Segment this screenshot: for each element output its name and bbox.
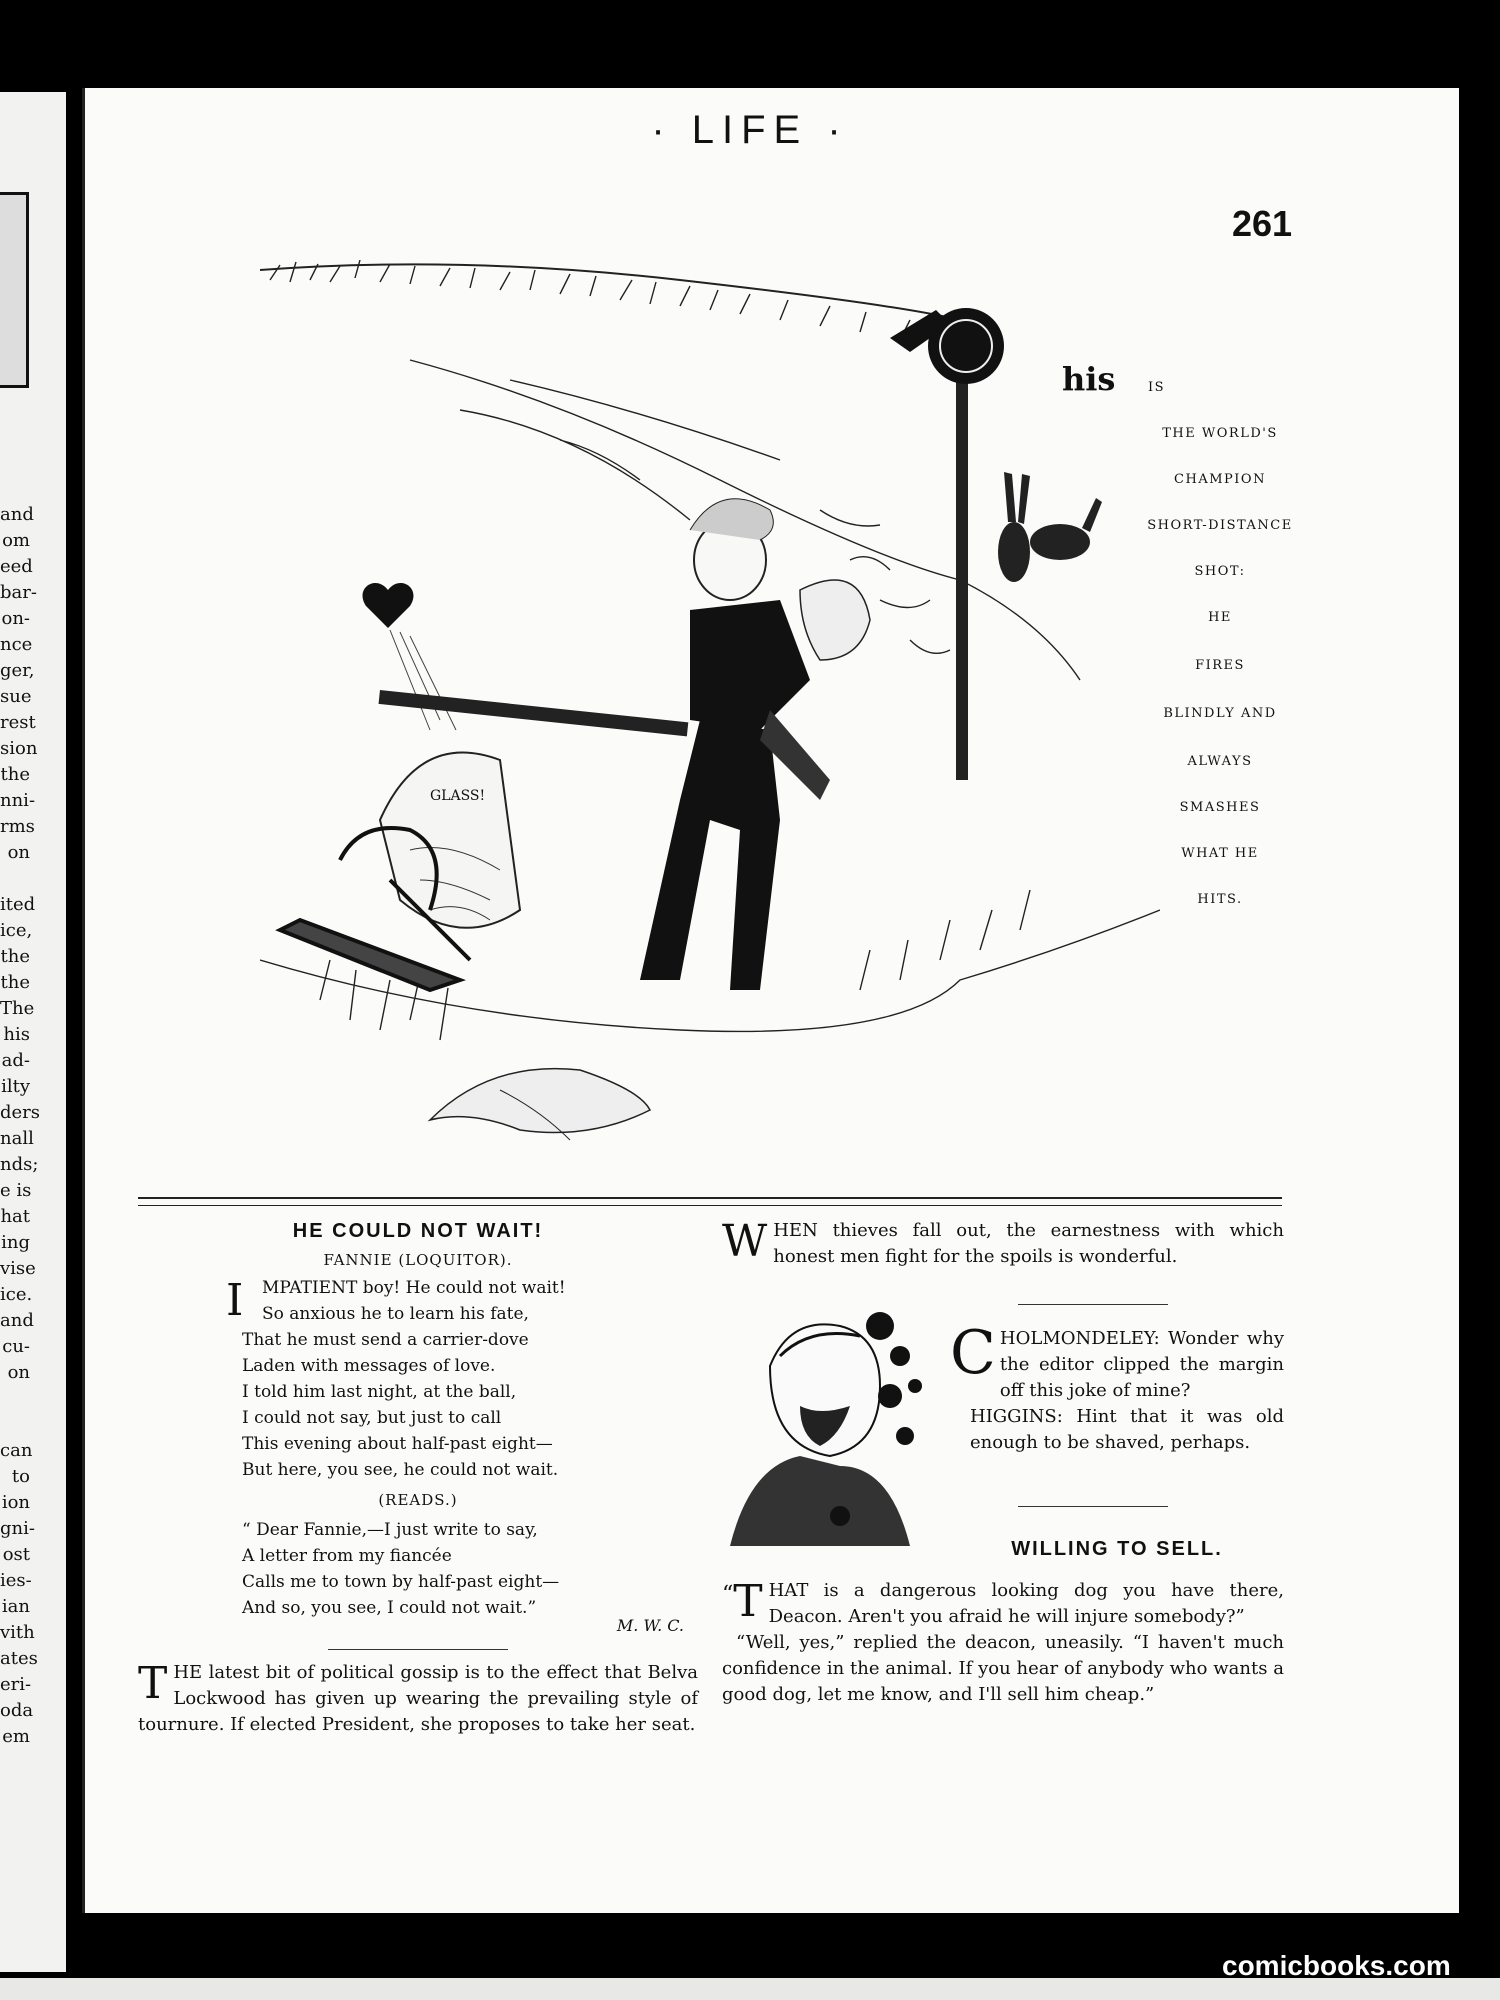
left-fragment-line: can	[0, 1440, 33, 1461]
caption-line: THE WORLD'S	[1162, 426, 1278, 441]
caption-line: BLINDLY AND	[1163, 706, 1277, 721]
left-fragment-line: the	[0, 946, 30, 967]
gossip-dropcap: T	[138, 1658, 168, 1709]
left-fragment-line: and	[0, 1310, 34, 1331]
left-fragment-line: eri-	[0, 1674, 32, 1695]
willing-text-1: HAT is a dangerous looking dog you have there, Deacon. Aren't you afraid he will injure somebody?”	[768, 1580, 1284, 1627]
poem-line: MPATIENT boy! He could not wait!	[262, 1278, 566, 1298]
short-rule	[1018, 1506, 1168, 1507]
left-fragment-line: ited	[0, 894, 36, 915]
left-fragment-line: nds;	[0, 1154, 39, 1175]
left-fragment-line: vise	[0, 1258, 36, 1279]
cholmondeley-dropcap: C	[950, 1318, 996, 1388]
poem-letter-line: And so, you see, I could not wait.”	[242, 1598, 537, 1618]
poem-line: So anxious he to learn his fate,	[262, 1304, 529, 1324]
higgins-reply: HIGGINS: Hint that it was old enough to be shaved, perhaps.	[970, 1406, 1284, 1453]
left-fragment-line: ates	[0, 1648, 38, 1669]
caption-line: SHOT:	[1194, 564, 1246, 579]
willing-paragraph-1	[722, 1578, 1284, 1630]
poem-line: I told him last night, at the ball,	[242, 1382, 517, 1402]
poem-letter-line: “ Dear Fannie,—I just write to say,	[242, 1520, 538, 1540]
left-page-illustration	[0, 192, 29, 388]
left-fragment-line: vith	[0, 1622, 35, 1643]
caption-line: SMASHES	[1179, 800, 1261, 815]
left-fragment-line: nce	[0, 634, 33, 655]
cholmondeley-joke	[950, 1318, 1284, 1456]
willing-title	[950, 1536, 1284, 1561]
left-fragment-line: his	[3, 1024, 30, 1045]
left-fragment-line: ice,	[0, 920, 33, 941]
left-fragment-line: ost	[2, 1544, 30, 1565]
left-fragment-line: hat	[0, 1206, 30, 1227]
left-page-fragment	[0, 92, 66, 1972]
caption-line: HE	[1208, 610, 1232, 625]
left-fragment-line: ian	[1, 1596, 30, 1617]
poem-line: This evening about half-past eight—	[242, 1434, 553, 1454]
left-column	[138, 1218, 698, 1738]
left-fragment-line: on	[7, 1362, 30, 1383]
open-quote: “	[722, 1582, 734, 1607]
barrel-label: GLASS!	[430, 788, 486, 804]
cholmondeley-text: HOLMONDELEY: Wonder why the editor clipped the margin off this joke of mine?	[999, 1328, 1284, 1401]
left-fragment-line: ice.	[0, 1284, 33, 1305]
caption-line: HITS.	[1197, 892, 1243, 907]
left-fragment-line: the	[0, 972, 30, 993]
left-fragment-line: nall	[0, 1128, 34, 1149]
caption-drop-word: his	[1062, 360, 1116, 398]
left-fragment-line: oda	[0, 1700, 34, 1721]
poem-letter-line: A letter from my fiancée	[242, 1546, 452, 1566]
willing-paragraph-2: “Well, yes,” replied the deacon, uneasily. “I haven't much confidence in the animal. If you hear of anybody who wants a good dog, let me know, and I'll sell him cheap.”	[722, 1632, 1284, 1705]
willing-to-sell-story	[722, 1578, 1284, 1708]
poem-dropcap: I	[226, 1275, 244, 1326]
left-fragment-line: the	[0, 764, 30, 785]
caption-is: IS	[1148, 380, 1166, 395]
left-fragment-line: ger,	[0, 660, 35, 681]
left-fragment-line: rest	[0, 712, 36, 733]
caption-line: CHAMPION	[1174, 472, 1266, 487]
left-fragment-line: ders	[0, 1102, 41, 1123]
short-rule	[1018, 1304, 1168, 1305]
thieves-dropcap: W	[722, 1216, 768, 1267]
left-fragment-line: ing	[1, 1232, 30, 1253]
left-fragment-line: and	[0, 504, 34, 525]
section-divider	[138, 1197, 1282, 1206]
cupid-hunter-illustration	[260, 260, 1160, 1180]
left-fragment-line: ion	[1, 1492, 30, 1513]
poem-body	[138, 1275, 698, 1639]
poem-reads: (READS.)	[378, 1491, 458, 1509]
old-man-caricature	[730, 1286, 930, 1556]
page-number: 261	[1232, 203, 1293, 244]
poem-line: I could not say, but just to call	[242, 1408, 502, 1428]
left-fragment-line: e is	[0, 1180, 32, 1201]
left-fragment-line	[0, 866, 30, 892]
left-fragment-line: cu-	[2, 1336, 30, 1357]
poem-line: Laden with messages of love.	[242, 1356, 496, 1376]
left-fragment-line: om	[2, 530, 30, 551]
right-column	[722, 1216, 1284, 1705]
willing-title-text: WILLING TO SELL.	[1011, 1538, 1223, 1560]
caption-line: FIRES	[1195, 658, 1245, 673]
rabbits	[998, 472, 1102, 582]
poem-byline: FANNIE (LOQUITOR).	[323, 1251, 513, 1269]
left-fragment-line: gni-	[0, 1518, 35, 1539]
left-fragment-line	[0, 1386, 30, 1412]
left-fragment-line: ies-	[0, 1570, 32, 1591]
left-fragment-line: The	[0, 998, 35, 1019]
poem-line: But here, you see, he could not wait.	[242, 1460, 559, 1480]
caption-line: WHAT HE	[1181, 846, 1259, 861]
left-fragment-line: rms	[0, 816, 35, 837]
poem-signature: M. W. C.	[616, 1616, 684, 1635]
left-fragment-line: ilty	[1, 1076, 30, 1097]
left-fragment-line: on-	[1, 608, 30, 629]
magazine-title: · LIFE ·	[651, 108, 849, 152]
caption-line: ALWAYS	[1187, 754, 1253, 769]
watermark: comicbooks.com	[1222, 1950, 1451, 1981]
willing-dropcap: T	[733, 1576, 763, 1627]
poem-line: That he must send a carrier-dove	[242, 1330, 529, 1350]
short-rule	[328, 1649, 508, 1650]
left-fragment-line: eed	[0, 556, 33, 577]
left-fragment-line: bar-	[0, 582, 37, 603]
left-fragment-line: to	[11, 1466, 30, 1487]
glass-barrel	[380, 753, 520, 928]
signpost	[890, 308, 1004, 780]
left-fragment-line: nni-	[0, 790, 36, 811]
poem-title: HE COULD NOT WAIT!	[292, 1220, 544, 1242]
poem-letter-line: Calls me to town by half-past eight—	[242, 1572, 560, 1592]
thieves-text: HEN thieves fall out, the earnestness with which honest men fight for the spoils is wonderful.	[773, 1220, 1284, 1267]
left-fragment-line: sion	[0, 738, 38, 759]
gossip-paragraph	[138, 1660, 698, 1738]
left-fragment-line: sue	[0, 686, 32, 707]
left-fragment-line	[0, 1412, 30, 1438]
caption-line: SHORT-DISTANCE	[1147, 518, 1293, 533]
discarded-wings	[430, 1069, 650, 1140]
gossip-text: HE latest bit of political gossip is to the effect that Belva Lockwood has given up wearing the prevailing style of tournure. If elected President, she proposes to take her seat.	[138, 1662, 698, 1735]
thieves-paragraph	[722, 1218, 1284, 1270]
left-fragment-line: on	[7, 842, 30, 863]
left-page-text	[0, 502, 41, 1750]
left-fragment-line: em	[2, 1726, 30, 1747]
left-fragment-line: ad-	[1, 1050, 30, 1071]
